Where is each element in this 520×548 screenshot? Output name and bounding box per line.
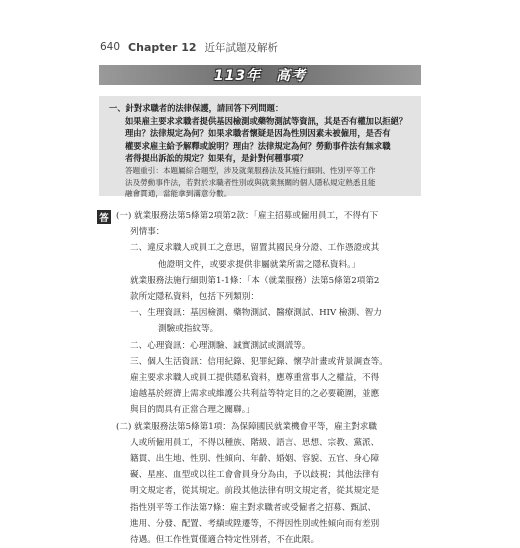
answer-line: 逾越基於經濟上需求或維護公共利益等特定目的之必要範圍，並應 — [130, 389, 380, 400]
question-line: 者得提出訴訟的規定？如果有，是針對何種事項？ — [125, 153, 308, 164]
answer-icon: 答 — [97, 210, 111, 224]
answer-body — [116, 208, 426, 548]
question-line: 理由？法律規定為何？如果求職者懷疑是因為性別因素未被僱用，是否有 — [125, 128, 391, 139]
answer-key-line: 答題重引：本題屬綜合題型，涉及就業服務法及其施行細則、性別平等工作 — [125, 165, 376, 175]
answer-line: 測驗或指紋等。 — [158, 324, 219, 335]
question-line: 權要求雇主給予解釋或說明？理由？法律規定為何？勞動事件法有無求職 — [125, 140, 391, 151]
answer-line: 列情事： — [130, 227, 165, 238]
answer-line: 待遇。但工作性質僅適合特定性別者，不在此限。 — [130, 535, 320, 546]
answer-key-line: 法及勞動事件法，若對於求職者性別或與就業無關的個人隱私規定熟悉且能 — [125, 177, 376, 187]
answer-line: 籍貫、出生地、性別、性傾向、年齡、婚姻、容貌、五官、身心障 — [130, 454, 380, 465]
answer-line: 礙、星座、血型或以往工會會員身分為由，予以歧視；其他法律有 — [130, 470, 380, 481]
question-line: 如果雇主要求求職者提供基因檢測或藥物測試等資訊，其是否有權加以拒絕？ — [125, 115, 408, 126]
answer-line: 進用、分發、配置、考績或陞遷等，不得因性別或性傾向而有差別 — [130, 518, 380, 529]
answer-line: 二、違反求職人或員工之意思，留置其國民身分證、工作憑證或其 — [130, 243, 380, 254]
answer-line: 人或所僱用員工，不得以種族、階級、語言、思想、宗教、黨派、 — [130, 437, 380, 448]
question-line: 一、針對求職者的法律保護，請回答下列問題： — [109, 103, 284, 113]
answer-line: 與目的間具有正當合理之關聯。」 — [130, 405, 255, 416]
answer-line: 一、生理資訊：基因檢測、藥物測試、醫療測試、HIV 檢測、智力 — [130, 308, 382, 319]
answer-line: 三、個人生活資訊：信用紀錄、犯罪紀錄、懷孕計畫或背景調查等。 — [130, 356, 388, 367]
chapter-label: Chapter 12 — [128, 40, 197, 54]
answer-line: 他證明文件，或要求提供非屬就業所需之隱私資料。」 — [158, 259, 360, 270]
answer-line: (二) 就業服務法第5條第1項：為保障國民就業機會平等，雇主對求職 — [116, 421, 377, 432]
exam-year-banner — [99, 65, 421, 85]
page-header — [100, 38, 430, 56]
answer-key-line: 融會貫通，當能拿到滿意分數。 — [125, 189, 232, 199]
question-box — [99, 96, 421, 199]
page-number: 640 — [100, 41, 121, 53]
answer-line: 雇主要求求職人或員工提供隱私資料，應尊重當事人之權益，不得 — [130, 373, 380, 384]
chapter-title: 近年試題及解析 — [204, 41, 279, 54]
answer-line: 款所定隱私資料，包括下列類別： — [130, 292, 259, 303]
answer-line: 二、心理資訊：心理測驗、誠實測試或測謊等。 — [130, 340, 311, 351]
answer-line: 明文規定者，從其規定。前段其他法律有明文規定者，從其規定是 — [130, 486, 380, 497]
answer-line: 就業服務法施行細則第1-1條：「本（就業服務）法第5條第2項第2 — [130, 275, 380, 286]
banner-title: 113年 高考 — [213, 68, 307, 84]
answer-line: (一) 就業服務法第5條第2項第2款：「雇主招募或僱用員工，不得有下 — [116, 211, 379, 221]
answer-line: 指性別平等工作法第7條：雇主對求職者或受僱者之招募、甄試、 — [130, 502, 377, 513]
